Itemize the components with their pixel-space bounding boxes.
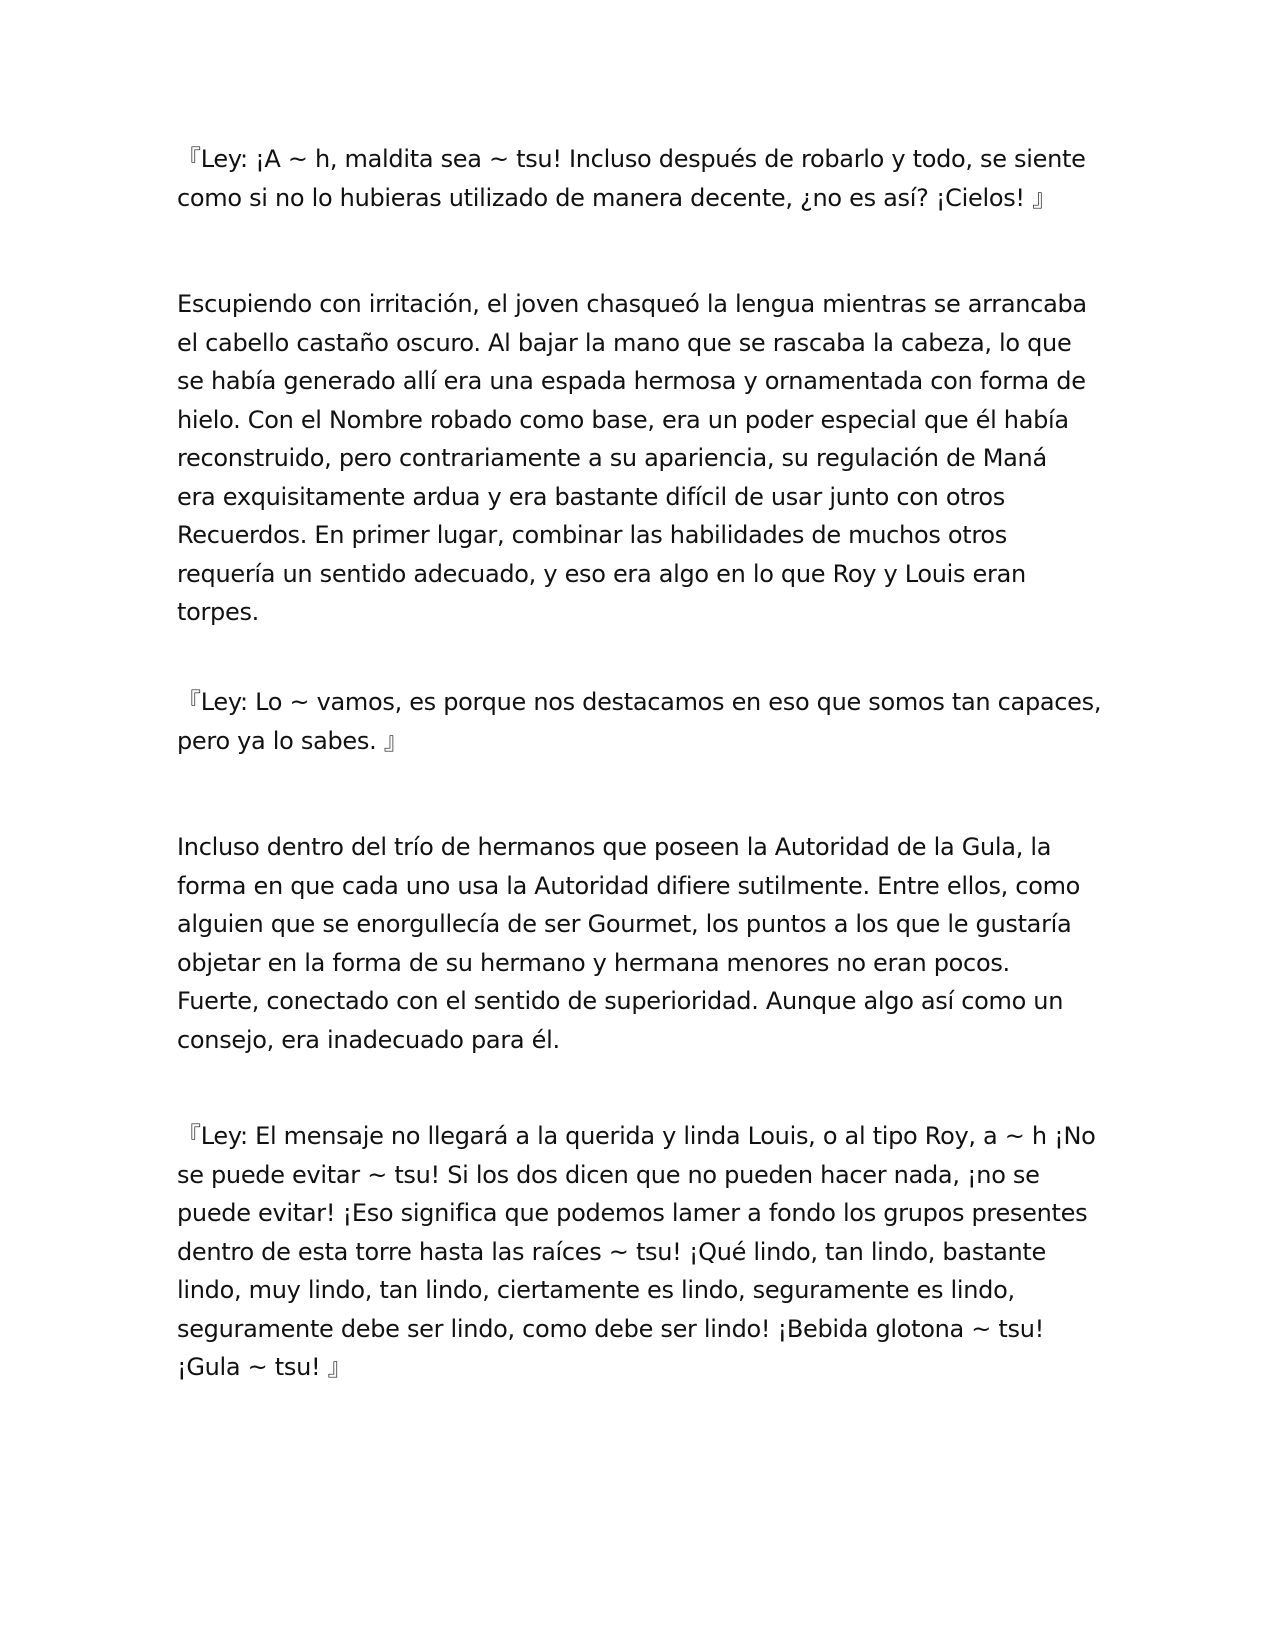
paragraph-narration-1: Escupiendo con irritación, el joven chasqueó la lengua mientras se arrancaba el cabello castaño oscuro. Al bajar la mano que se rascaba la cabeza, lo que se había generado allí era una espada hermosa y ornamentada con forma de hielo. Con el Nombre robado como base, era un poder especial que él había reconstruido, pero contrariamente a su apariencia, su regulación de Maná era exquisitamente ardua y era bastante difícil de usar junto con otros Recuerdos. En primer lugar, combinar las habilidades de muchos otros requería un sentido adecuado, y eso era algo en lo que Roy y Louis eran torpes. <box>177 290 1087 626</box>
paragraph-dialogue-2: 『Ley: Lo ~ vamos, es porque nos destacamos en eso que somos tan capaces, pero ya lo sabes. 』 <box>177 688 1102 755</box>
paragraph-narration-2: Incluso dentro del trío de hermanos que poseen la Autoridad de la Gula, la forma en que cada uno usa la Autoridad difiere sutilmente. Entre ellos, como alguien que se enorgullecía de ser Gourmet, los puntos a los que le gustaría objetar en la forma de su hermano y hermana menores no eran pocos. Fuerte, conectado con el sentido de superioridad. Aunque algo así como un consejo, era inadecuado para él. <box>177 833 1081 1054</box>
paragraph-dialogue-3: 『Ley: El mensaje no llegará a la querida y linda Louis, o al tipo Roy, a ~ h ¡No se puede evitar ~ tsu! Si los dos dicen que no pueden hacer nada, ¡no se puede evitar! ¡Eso significa que podemos lamer a fondo los grupos presentes dentro de esta torre hasta las raíces ~ tsu! ¡Qué lindo, tan lindo, bastante lindo, muy lindo, tan lindo, ciertamente es lindo, seguramente es lindo, seguramente debe ser lindo, como debe ser lindo! ¡Bebida glotona ~ tsu! ¡Gula ~ tsu! 』 <box>177 1122 1096 1381</box>
paragraph-dialogue-1: 『Ley: ¡A ~ h, maldita sea ~ tsu! Incluso después de robarlo y todo, se siente como si no lo hubieras utilizado de manera decente, ¿no es así? ¡Cielos! 』 <box>177 145 1086 212</box>
